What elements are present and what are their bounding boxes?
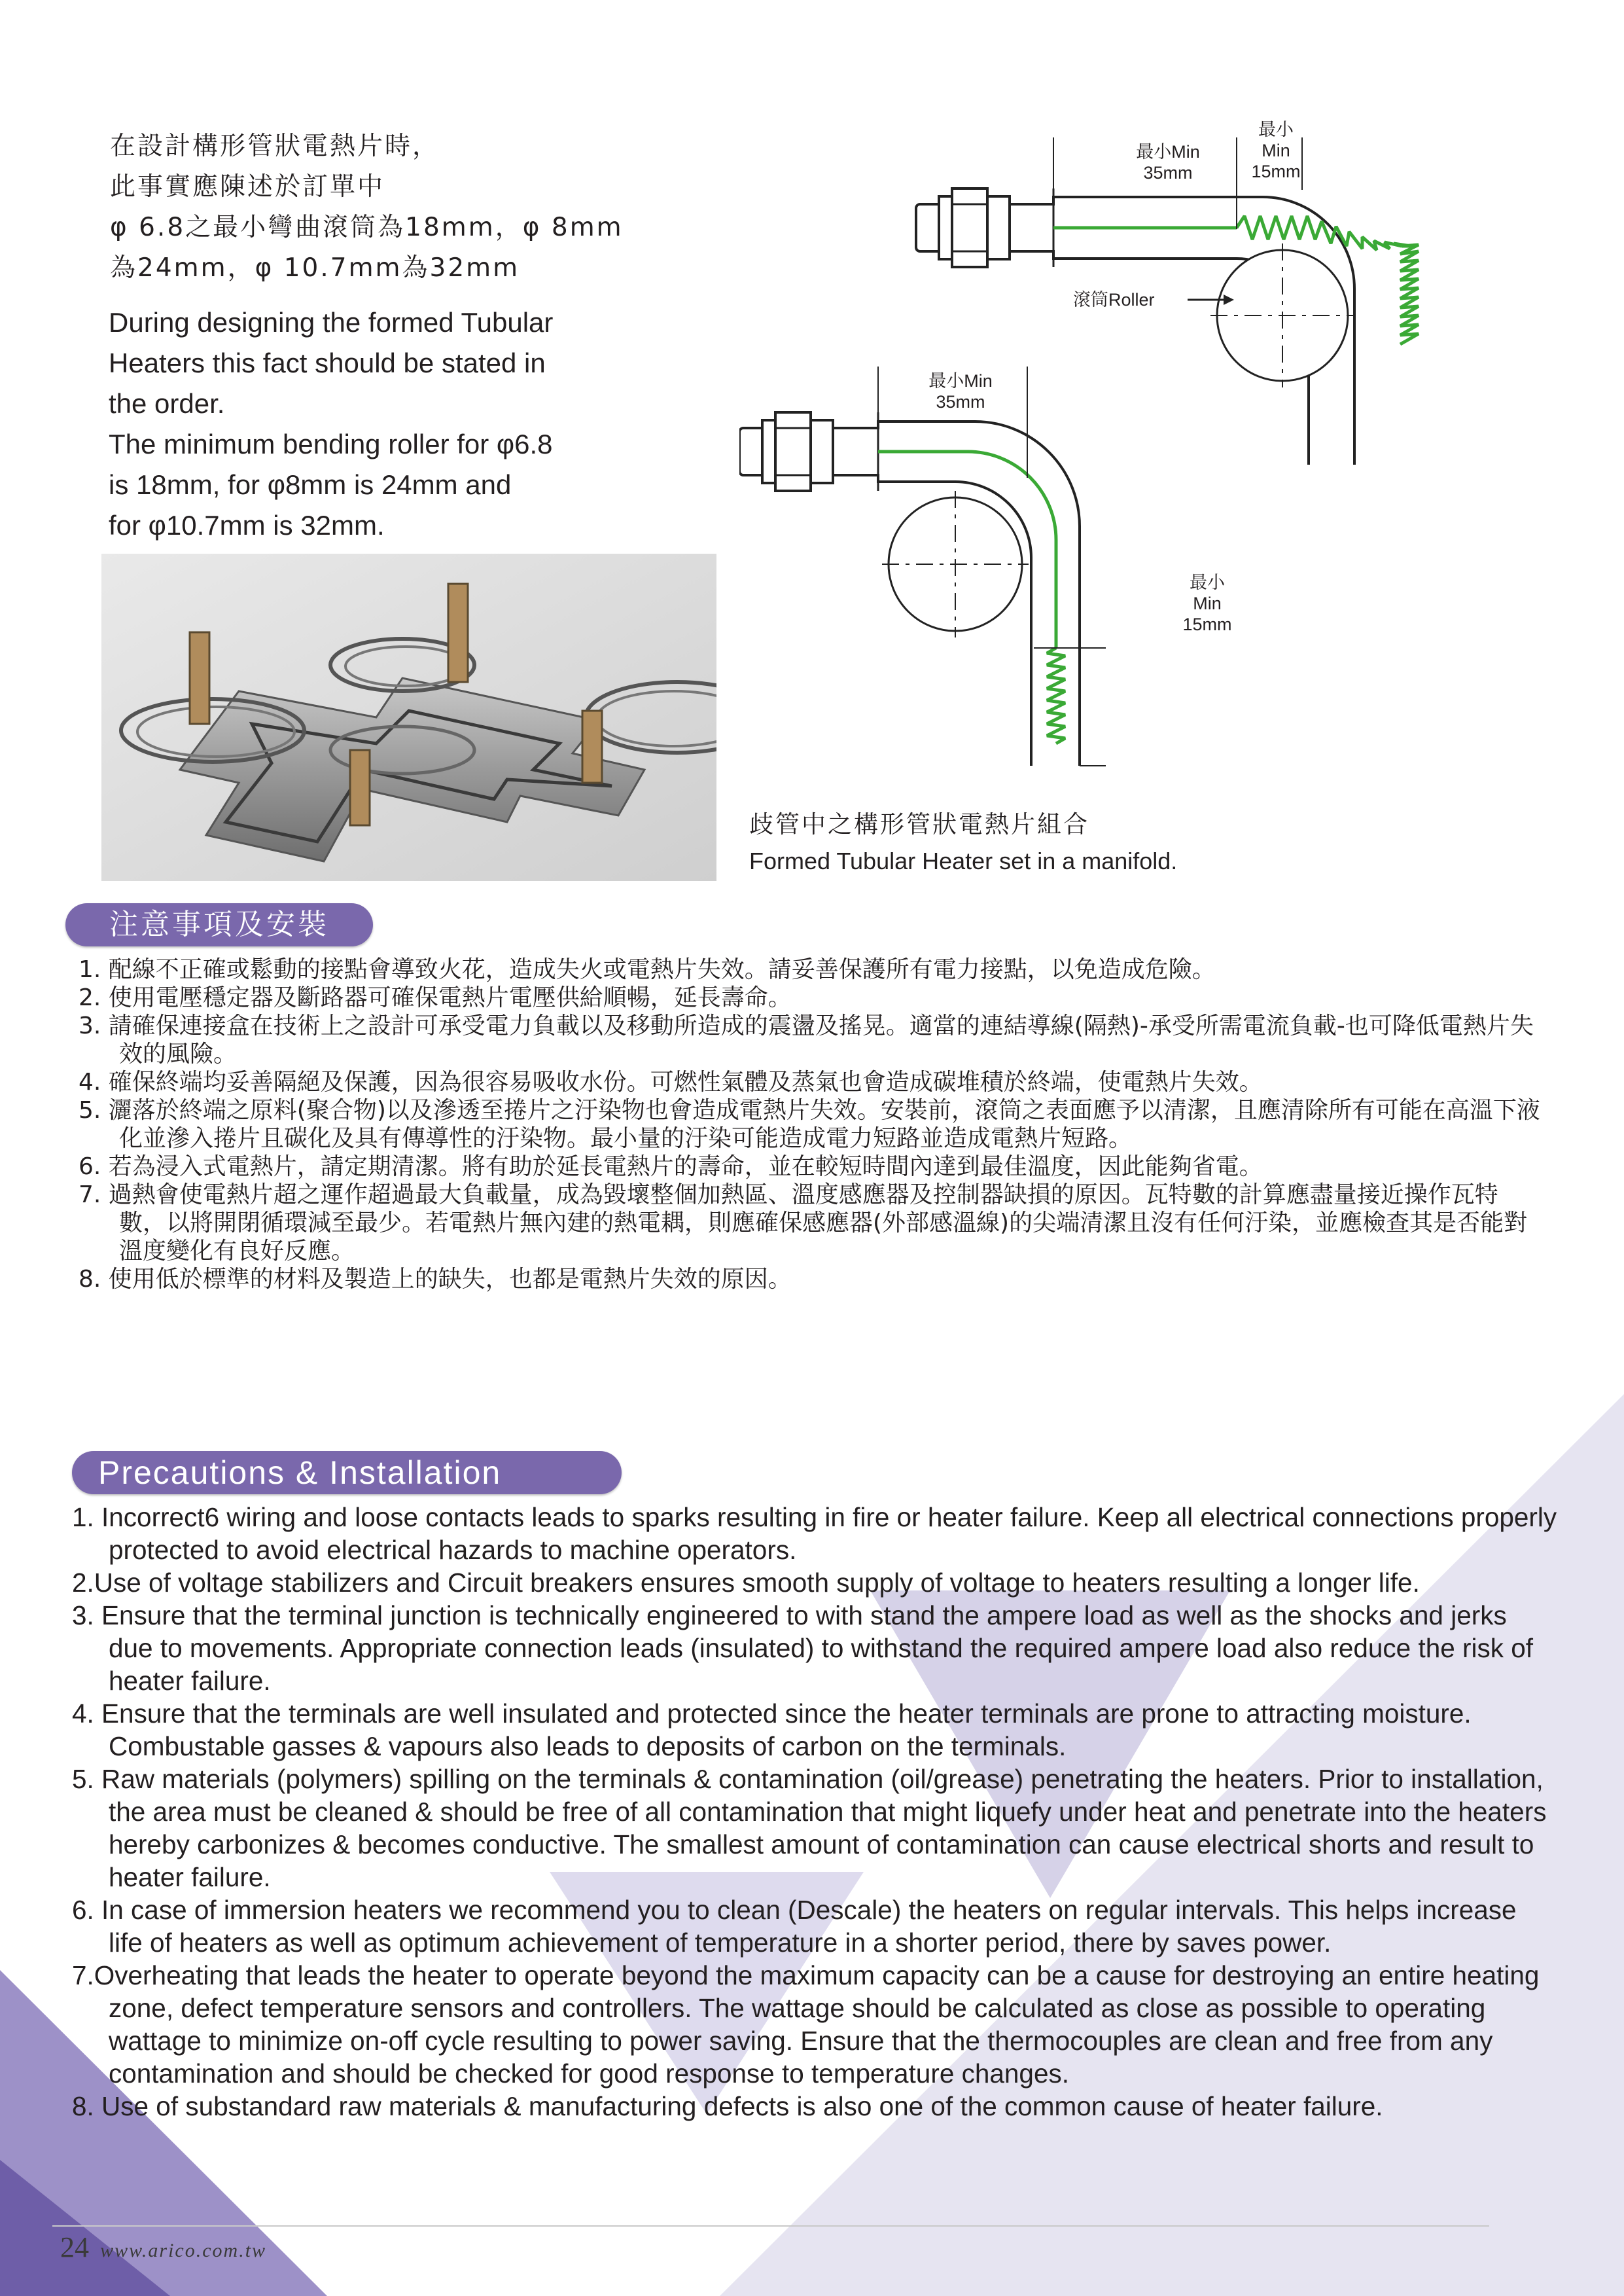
section-title-en-text: Precautions & Installation bbox=[98, 1454, 502, 1491]
dim-label-text: 35mm bbox=[936, 392, 985, 412]
list-item: 3. Ensure that the terminal junction is technically engineered to with stand the ampere load as well as the shocks and jerks due to movements. Appropriate connection leads (insulated) to withstand the required ampere load also reduce the risk of heater failure. bbox=[72, 1600, 1534, 1696]
intro-zh-line: 為24mm，φ 10.7mm為32mm bbox=[110, 253, 520, 283]
dim-label-text: 最小Min bbox=[1136, 142, 1200, 162]
roller-label-text: 滾筒Roller bbox=[1073, 290, 1155, 310]
section-title-zh bbox=[65, 903, 373, 946]
list-item: 2. 使用電壓穩定器及斷路器可確保電熱片電壓供給順暢，延長壽命。 bbox=[79, 984, 792, 1011]
section-title-zh-text: 注意事項及安裝 bbox=[109, 908, 329, 941]
intro-en-line: is 18mm, for φ8mm is 24mm and bbox=[109, 469, 512, 500]
lower-terminal bbox=[739, 412, 833, 491]
footer-url[interactable]: www.arico.com.tw bbox=[100, 2240, 267, 2261]
intro-en-line: Heaters this fact should be stated in bbox=[109, 348, 546, 378]
list-item: 3. 請確保連接盒在技術上之設計可承受電力負載以及移動所造成的震盪及搖晃。適當的連結導線(隔熱)-承受所需電流負載-也可降低電熱片失效的風險。 bbox=[79, 1013, 1534, 1067]
precautions-list-en bbox=[72, 1501, 1557, 2123]
list-item: 6. In case of immersion heaters we recommend you to clean (Descale) the heaters on regular intervals. This helps increase life of heaters as well as optimum achievement of temperature in a shorter period, there by saves power. bbox=[72, 1895, 1517, 1958]
page-number: 24 bbox=[60, 2231, 89, 2263]
photo-caption-zh: 歧管中之構形管狀電熱片組合 bbox=[749, 810, 1089, 838]
dim-label-upper-35 bbox=[1112, 141, 1224, 183]
roller-label bbox=[1073, 289, 1191, 310]
bending-diagram bbox=[739, 111, 1479, 792]
footer-divider bbox=[52, 2225, 1489, 2227]
list-item: 1. Incorrect6 wiring and loose contacts leads to sparks resulting in fire or heater failure. Keep all electrical connections properly protected to avoid electrical hazards to machine operators. bbox=[72, 1502, 1557, 1565]
list-item: 6. 若為浸入式電熱片，請定期清潔。將有助於延長電熱片的壽命，並在較短時間內達到最佳溫度，因此能夠省電。 bbox=[79, 1153, 1263, 1180]
dim-label-upper-15 bbox=[1237, 119, 1315, 182]
intro-en-line: the order. bbox=[109, 388, 225, 419]
intro-zh-line: φ 6.8之最小彎曲滾筒為18mm，φ 8mm bbox=[110, 213, 624, 242]
dim-label-text: 15mm bbox=[1251, 162, 1301, 181]
list-item: 7. 過熱會使電熱片超之運作超過最大負載量，成為毀壞整個加熱區、溫度感應器及控制器缺損的原因。瓦特數的計算應盡量接近操作瓦特數，以將開閉循環減至最少。若電熱片無內建的熱電耦，則應確保感應器(外部感溫線)的尖端清潔且沒有任何汙染，並應檢查其是否能對溫度變化有良好反應。 bbox=[79, 1181, 1528, 1265]
intro-zh bbox=[110, 126, 718, 289]
photo-caption bbox=[749, 806, 1403, 880]
intro-zh-line: 此事實應陳述於訂單中 bbox=[110, 172, 385, 202]
list-item: 4. 確保終端均妥善隔絕及保護，因為很容易吸收水份。可燃性氣體及蒸氣也會造成碳堆積於終端，使電熱片失效。 bbox=[79, 1069, 1263, 1096]
dim-label-text: 15mm bbox=[1182, 615, 1232, 634]
list-item: 5. 灑落於終端之原料(聚合物)以及滲透至捲片之汙染物也會造成電熱片失效。安裝前，滾筒之表面應予以清潔，且應清除所有可能在高溫下液化並滲入捲片且碳化及具有傳導性的汙染物。最小量的汙染可能造成電力短路並造成電熱片短路。 bbox=[79, 1097, 1540, 1152]
dim-label-text: Min bbox=[1262, 141, 1290, 160]
section-title-en bbox=[72, 1451, 622, 1494]
photo-caption-en: Formed Tubular Heater set in a manifold. bbox=[749, 848, 1178, 874]
dim-label-text: 最小Min bbox=[928, 371, 993, 391]
dim-label-text: 最小 bbox=[1190, 573, 1225, 592]
list-item: 2.Use of voltage stabilizers and Circuit breakers ensures smooth supply of voltage to heaters resulting a longer life. bbox=[72, 1568, 1420, 1598]
list-item: 7.Overheating that leads the heater to operate beyond the maximum capacity can be a cause for destroying an entire heating zone, defect temperature sensors and controllers. The wattage should be calculated as close as possible to operating wattage to minimize on-off cycle resulting to power saving. Ensure that the thermocouples are clean and free from any contamination and should be checked for good response to temperature changes. bbox=[72, 1960, 1540, 2089]
list-item: 4. Ensure that the terminals are well insulated and protected since the heater terminals are prone to attracting moisture. Combustable gasses & vapours also leads to deposits of carbon on the terminals. bbox=[72, 1698, 1472, 1761]
intro-en-line: for φ10.7mm is 32mm. bbox=[109, 510, 385, 541]
list-item: 1. 配線不正確或鬆動的接點會導致火花，造成失火或電熱片失效。請妥善保護所有電力接點，以免造成危險。 bbox=[79, 956, 1216, 983]
list-item: 8. Use of substandard raw materials & manufacturing defects is also one of the common cause of heater failure. bbox=[72, 2091, 1383, 2121]
list-item: 8. 使用低於標準的材料及製造上的缺失，也都是電熱片失效的原因。 bbox=[79, 1266, 792, 1293]
dim-label-text: Min bbox=[1193, 594, 1222, 613]
intro-en-line: During designing the formed Tubular bbox=[109, 307, 554, 338]
dim-label-text: 最小 bbox=[1258, 120, 1294, 139]
manifold-heater-photo bbox=[101, 554, 716, 881]
intro-en bbox=[109, 302, 763, 546]
lower-coil bbox=[1047, 648, 1065, 744]
precautions-list-zh bbox=[79, 956, 1544, 1293]
list-item: 5. Raw materials (polymers) spilling on the terminals & contamination (oil/grease) penetrating the heaters. Prior to installation, the area must be cleaned & should be free of all contamination that might liquefy under heat and penetrate into the heaters hereby carbonizes & becomes conductive. The smallest amount of contamination can cause electrical shorts and result to heater failure. bbox=[72, 1764, 1547, 1892]
dim-label-text: 35mm bbox=[1143, 163, 1193, 183]
intro-en-line: The minimum bending roller for φ6.8 bbox=[109, 429, 553, 459]
dim-label-lower-35 bbox=[905, 370, 1016, 412]
upper-terminal bbox=[916, 188, 1010, 267]
dim-label-lower-15 bbox=[1171, 572, 1243, 635]
footer bbox=[60, 2231, 266, 2264]
intro-zh-line: 在設計構形管狀電熱片時， bbox=[110, 132, 440, 161]
